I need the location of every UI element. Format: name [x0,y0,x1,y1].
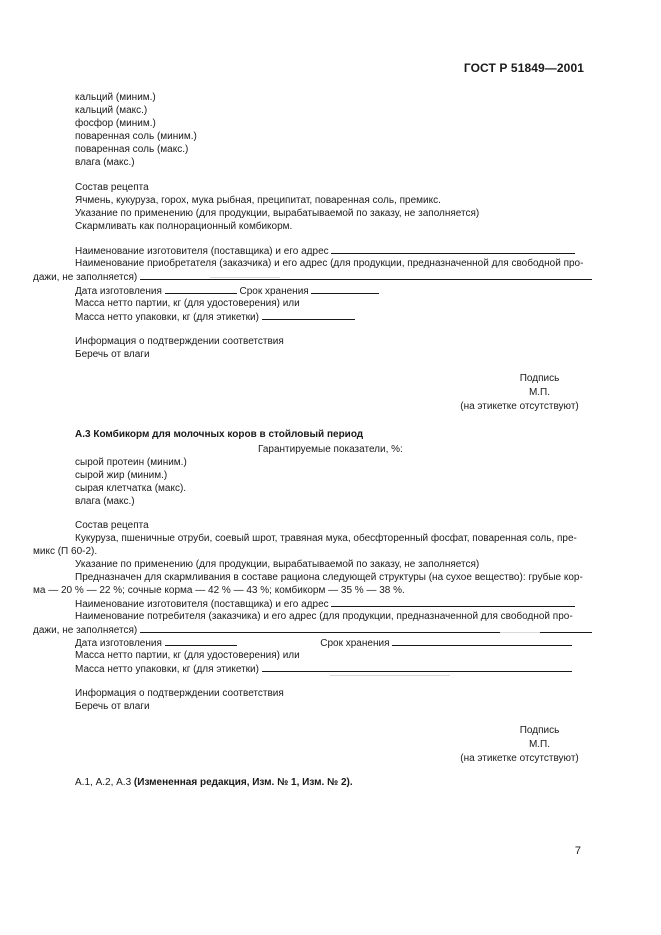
blank-line [331,244,575,254]
mass-batch-label: Масса нетто партии, кг (для удостоверения) или [75,650,300,661]
conformity-label: Информация о подтверждении соответствия [75,336,284,347]
mass-pack-field [75,310,355,324]
manufacturer-field [75,597,575,611]
feed-note: Скармливать как полнорационный комбикорм. [75,221,293,232]
blank-line [140,270,592,280]
signature-label: Подпись [519,373,560,384]
seal-label: М.П. [528,387,551,398]
shelf-label: Срок хранения [239,286,309,297]
keep-dry-label: Беречь от влаги [75,349,150,360]
usage-note: Указание по применению (для продукции, вырабатываемой по заказу, не заполняется) [75,208,480,219]
indicator-line: влага (макс.) [75,496,135,507]
indicator-line: сырой жир (миним.) [75,470,168,481]
buyer-label-cont: дажи, не заполняется) [33,272,138,283]
amendment-note [75,776,353,789]
indicator-line: поваренная соль (миним.) [75,131,197,142]
scan-artifact [500,632,540,633]
indicator-line: влага (макс.) [75,157,135,168]
recipe-text: Ячмень, кукуруза, горох, мука рыбная, преципитат, поваренная соль, премикс. [75,195,441,206]
blank-line [392,636,572,646]
purpose-text: Предназначен для скармливания в составе рациона следующей структуры (на сухое вещество): грубые кор- [75,572,583,583]
recipe-text-cont: микс (П 60-2). [33,546,98,557]
conformity-label: Информация о подтверждении соответствия [75,688,284,699]
page-number: 7 [574,845,581,857]
section-title: А.3 Комбикорм для молочных коров в стойловый период [75,429,364,440]
recipe-title: Состав рецепта [75,520,149,531]
consumer-label: Наименование потребителя (заказчика) и его адрес (для продукции, предназначенной для свободной про- [75,611,573,622]
amendment-sections: А.1, А.2, А.3 [75,777,134,788]
absent-label: (на этикетке отсутствуют) [460,753,579,764]
signature-label: Подпись [519,725,560,736]
date-shelf-field [75,284,379,298]
recipe-text: Кукуруза, пшеничные отруби, соевый шрот, травяная мука, обесфторенный фосфат, поваренная соль, пре- [75,533,577,544]
indicator-line: кальций (миним.) [75,92,156,103]
purpose-text-cont: ма — 20 % — 22 %; сочные корма — 42 % — 43 %; комбикорм — 35 % — 38 %. [33,585,405,596]
mass-pack-label: Масса нетто упаковки, кг (для этикетки) [75,312,259,323]
indicator-line: кальций (макс.) [75,105,148,116]
blank-line [262,310,355,320]
date-label: Дата изготовления [75,286,162,297]
signature-block [457,724,582,766]
manufacturer-field [75,244,575,258]
date-shelf-field [75,636,572,650]
amendment-bold: (Измененная редакция, Изм. № 1, Изм. № 2). [133,777,353,788]
indicator-line: сырая клетчатка (макс). [75,483,187,494]
blank-line [262,662,572,672]
blank-line [311,284,379,294]
indicator-line: поваренная соль (макс.) [75,144,189,155]
blank-line [165,636,237,646]
buyer-label: Наименование приобретателя (заказчика) и его адрес (для продукции, предназначенной для свободной про- [75,258,584,269]
blank-line [331,597,575,607]
usage-note: Указание по применению (для продукции, вырабатываемой по заказу, не заполняется) [75,559,480,570]
blank-line [165,284,237,294]
absent-label: (на этикетке отсутствуют) [460,401,579,412]
standard-header: ГОСТ Р 51849—2001 [463,61,584,75]
mass-pack-field [75,662,572,676]
scan-artifact [330,675,450,676]
mass-batch-label: Масса нетто партии, кг (для удостоверения) или [75,298,300,309]
buyer-field [33,270,592,284]
recipe-title: Состав рецепта [75,182,149,193]
shelf-label: Срок хранения [320,638,390,649]
seal-label: М.П. [528,739,551,750]
consumer-label-cont: дажи, не заполняется) [33,625,138,636]
guaranteed-label: Гарантируемые показатели, %: [258,444,403,455]
date-label: Дата изготовления [75,638,162,649]
indicator-line: фосфор (миним.) [75,118,156,129]
signature-block [457,372,582,414]
keep-dry-label: Беречь от влаги [75,701,150,712]
indicator-line: сырой протеин (миним.) [75,457,187,468]
manufacturer-label: Наименование изготовителя (поставщика) и его адрес [75,246,329,257]
consumer-field [33,623,592,637]
manufacturer-label: Наименование изготовителя (поставщика) и его адрес [75,599,329,610]
scan-artifact [210,277,280,278]
mass-pack-label: Масса нетто упаковки, кг (для этикетки) [75,664,259,675]
